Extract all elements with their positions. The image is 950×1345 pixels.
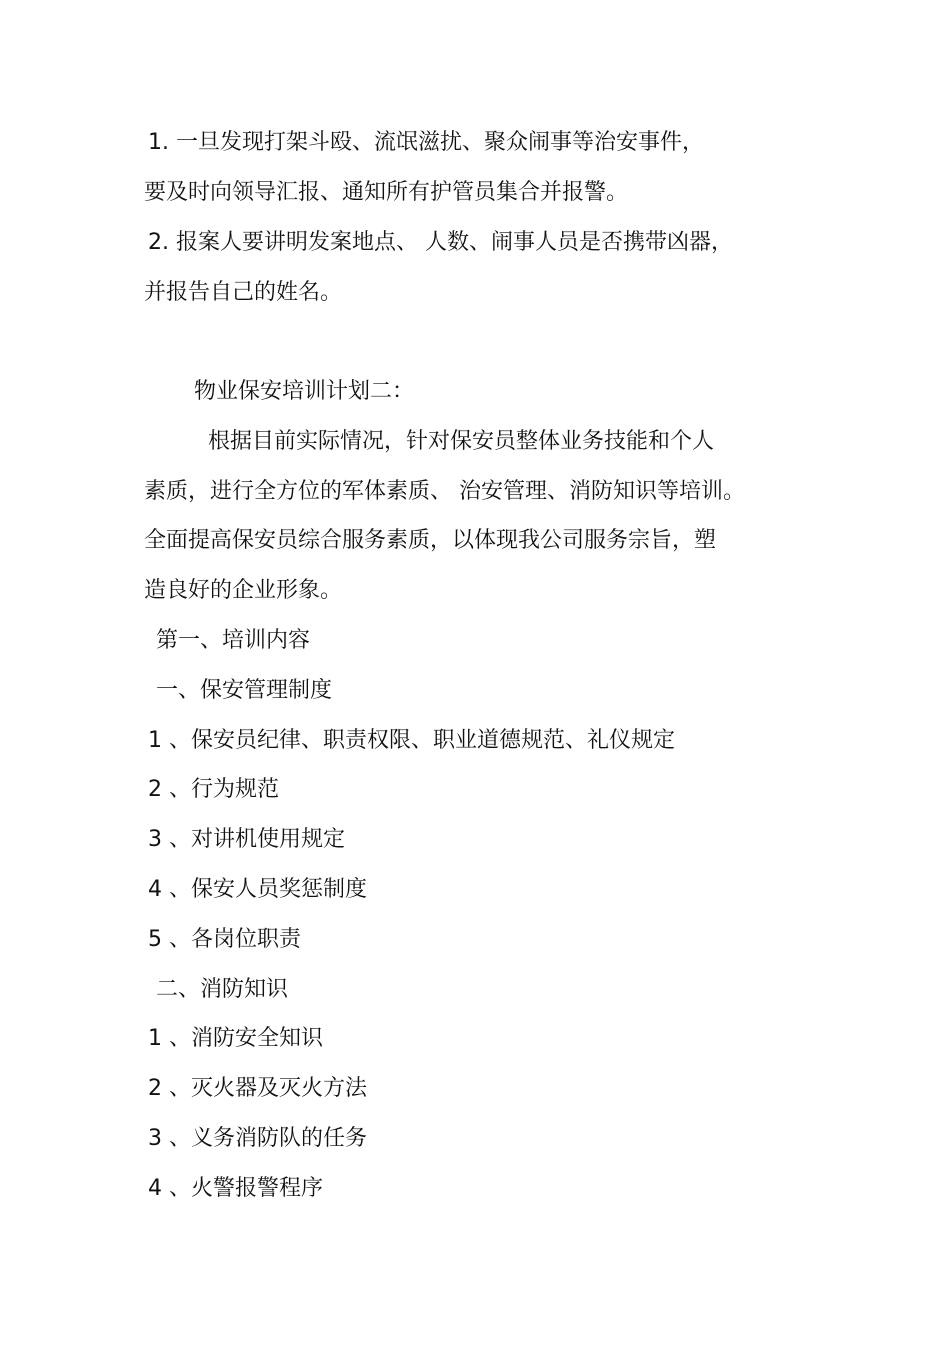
paragraph-line: 2. 报案人要讲明发案地点、 人数、闹事人员是否携带凶器， bbox=[148, 230, 733, 255]
list-heading: 第一、培训内容 bbox=[156, 628, 311, 653]
list-item: 2 、灭火器及灭火方法 bbox=[148, 1076, 367, 1101]
list-item: 2 、行为规范 bbox=[148, 777, 279, 802]
list-heading: 二、消防知识 bbox=[156, 977, 289, 1002]
paragraph-line: 造良好的企业形象。 bbox=[144, 578, 343, 603]
list-item: 1 、消防安全知识 bbox=[148, 1026, 323, 1051]
paragraph-line: 根据目前实际情况，针对保安员整体业务技能和个人 bbox=[208, 429, 715, 454]
paragraph-line: 素质，进行全方位的军体素质、 治安管理、消防知识等培训。 bbox=[144, 479, 745, 504]
list-heading: 一、保安管理制度 bbox=[156, 678, 333, 703]
paragraph-line: 全面提高保安员综合服务素质，以体现我公司服务宗旨，塑 bbox=[144, 528, 717, 553]
paragraph-line: 要及时向领导汇报、通知所有护管员集合并报警。 bbox=[144, 180, 629, 205]
list-item: 3 、义务消防队的任务 bbox=[148, 1126, 367, 1151]
section-heading: 物业保安培训计划二： bbox=[194, 379, 415, 404]
list-item: 1 、保安员纪律、职责权限、职业道德规范、礼仪规定 bbox=[148, 728, 675, 753]
list-item: 4 、保安人员奖惩制度 bbox=[148, 877, 367, 902]
list-item: 3 、对讲机使用规定 bbox=[148, 827, 345, 852]
paragraph-line: 并报告自己的姓名。 bbox=[144, 280, 343, 305]
list-item: 5 、各岗位职责 bbox=[148, 927, 301, 952]
paragraph-line: 1. 一旦发现打架斗殴、流氓滋扰、聚众闹事等治安事件， bbox=[148, 130, 704, 155]
list-item: 4 、火警报警程序 bbox=[148, 1176, 323, 1201]
